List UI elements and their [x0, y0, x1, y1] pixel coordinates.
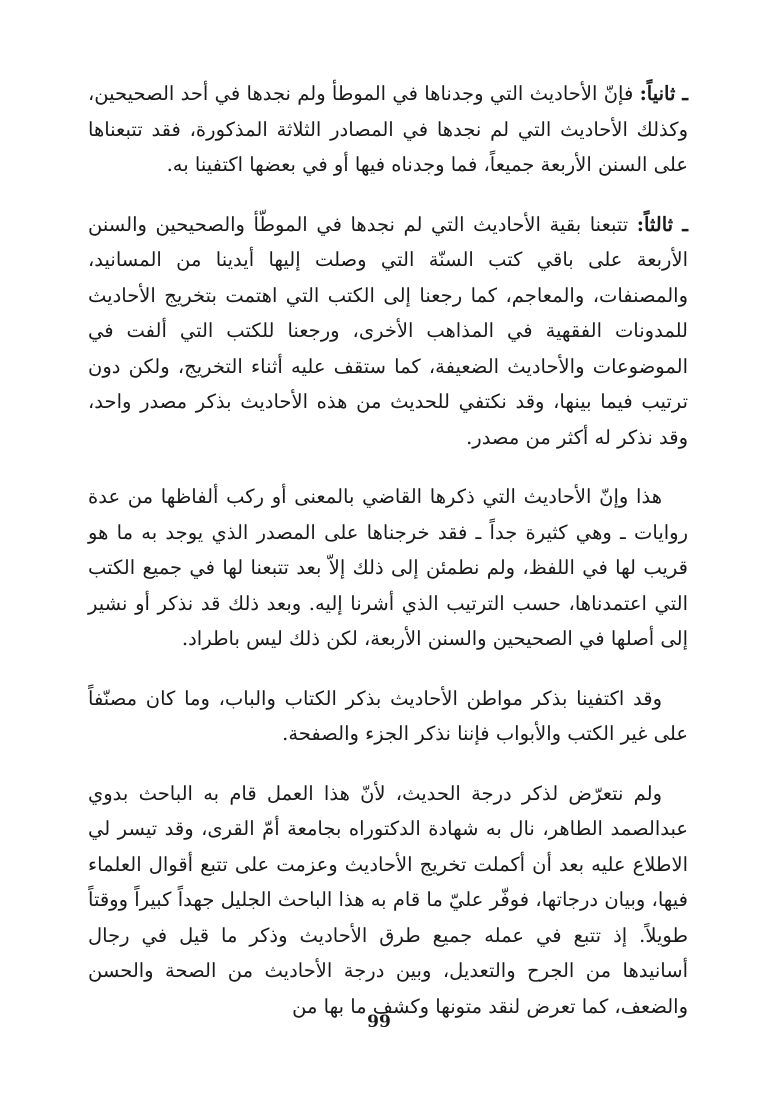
- paragraph-lead-label: ـ ثانياً:: [639, 82, 688, 105]
- paragraph-body-text: تتبعنا بقية الأحاديث التي لم نجدها في الموطّأ والصحيحين والسنن الأربعة على باقي كتب السنّة التي وصلت إليها أيدينا من المسانيد، والمصنفات، والمعاجم، كما رجعنا إلى الكتب التي اهتمت بتخريج الأحاديث للمدونات الفقهية في المذاهب الأخرى، ورجعنا للكتب التي ألفت في الموضوعات والأحاديث الضعيفة، كما ستقف عليه أثناء التخريج، ولكن دون ترتيب فيما بينها، وقد نكتفي للحديث من هذه الأحاديث بذكر مصدر واحد، وقد نذكر له أكثر من مصدر.: [88, 212, 688, 449]
- page-text-body: [88, 76, 688, 1048]
- page-number: 99: [367, 1012, 391, 1032]
- paragraph-body-text: ولم نتعرّض لذكر درجة الحديث، لأنّ هذا العمل قام به الباحث بدوي عبدالصمد الطاهر، نال به شهادة الدكتوراه بجامعة أمّ القرى، وقد تيسر لي الاطلاع عليه بعد أن أكملت تخريج الأحاديث وعزمت على تتبع أقوال العلماء فيها، وبيان درجاتها، فوفّر عليّ ما قام به هذا الباحث الجليل جهداً كبيراً ووقتاً طويلاً. إذ تتبع في عمله جميع طرق الأحاديث وذكر ما قيل في رجال أسانيدها من الجرح والتعديل، وبين درجة الأحاديث من الصحة والحسن والضعف، كما تعرض لنقد متونها وكشف ما بها من: [88, 781, 688, 1018]
- paragraph-body-text: وقد اكتفينا بذكر مواطن الأحاديث بذكر الكتاب والباب، وما كان مصنّفاً على غير الكتب والأبواب فإننا نذكر الجزء والصفحة.: [88, 686, 688, 745]
- paragraph-body-text: فإنّ الأحاديث التي وجدناها في الموطأ ولم نجدها في أحد الصحيحين، وكذلك الأحاديث التي لم نجدها في المصادر الثلاثة المذكورة، فقد تتبعناها على السنن الأربعة جميعاً، فما وجدناه فيها أو في بعضها اكتفينا به.: [88, 82, 688, 176]
- paragraph-hadith-grading: [88, 776, 688, 1025]
- paragraph-lead-label: ـ ثالثاً:: [636, 212, 688, 236]
- paragraph-citation-method: [88, 681, 688, 752]
- paragraph-thaniyan: [88, 76, 688, 183]
- paragraph-body-text: هذا وإنّ الأحاديث التي ذكرها القاضي بالمعنى أو ركب ألفاظها من عدة روايات ـ وهي كثيرة جداً ـ فقد خرجناها على المصدر الذي يوجد به ما هو قريب لها في اللفظ، ولم نطمئن إلى ذلك إلاّ بعد تتبعنا لها في جميع الكتب التي اعتمدناها، حسب الترتيب الذي أشرنا إليه. وبعد ذلك قد نذكر أو نشير إلى أصلها في الصحيحين والسنن الأربعة، لكن ذلك ليس باطراد.: [88, 485, 688, 650]
- paragraph-thalithan: [88, 207, 688, 456]
- paragraph-narrated-meaning: [88, 479, 688, 657]
